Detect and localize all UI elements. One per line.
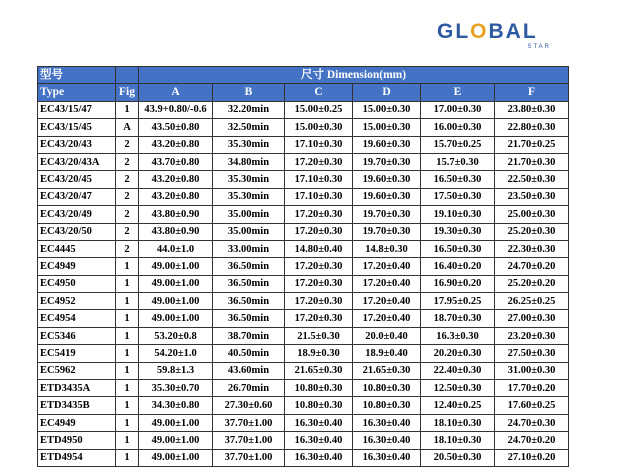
cell-b: 36.50min [213,258,285,275]
cell-e: 12.50±0.30 [421,380,495,397]
table-body [38,101,569,466]
cell-d: 21.65±0.30 [353,362,421,379]
cell-e: 18.10±0.30 [421,414,495,431]
cell-d: 10.80±0.30 [353,397,421,414]
cell-e: 16.40±0.20 [421,258,495,275]
header-a: A [139,84,213,101]
cell-a: 49.00±1.00 [139,432,213,449]
cell-e: 16.90±0.20 [421,275,495,292]
cell-fig: 1 [116,258,139,275]
cell-c: 17.10±0.30 [285,188,353,205]
cell-fig: 1 [116,397,139,414]
cell-type: ETD3435B [38,397,116,414]
cell-e: 16.3±0.30 [421,327,495,344]
cell-a: 43.50±0.80 [139,119,213,136]
cell-e: 17.95±0.25 [421,293,495,310]
cell-d: 14.8±0.30 [353,240,421,257]
logo-subtitle: STAR [527,44,551,50]
cell-fig: 1 [116,101,139,118]
table-row [38,223,569,240]
cell-a: 49.00±1.00 [139,414,213,431]
cell-a: 49.00±1.00 [139,258,213,275]
header-fig: Fig [116,84,139,101]
cell-f: 17.70±0.20 [495,380,569,397]
table-row [38,136,569,153]
cell-d: 16.30±0.40 [353,432,421,449]
cell-c: 16.30±0.40 [285,449,353,466]
cell-e: 20.50±0.30 [421,449,495,466]
cell-c: 21.5±0.30 [285,327,353,344]
cell-b: 33.00min [213,240,285,257]
cell-f: 23.50±0.30 [495,188,569,205]
cell-d: 17.20±0.40 [353,310,421,327]
table-row [38,171,569,188]
cell-a: 43.80±0.90 [139,223,213,240]
cell-d: 15.00±0.30 [353,101,421,118]
cell-d: 16.30±0.40 [353,449,421,466]
cell-b: 43.60min [213,362,285,379]
table-row [38,153,569,170]
cell-type: EC43/20/45 [38,171,116,188]
cell-type: EC43/20/47 [38,188,116,205]
cell-f: 22.80±0.30 [495,119,569,136]
cell-c: 17.10±0.30 [285,171,353,188]
cell-c: 17.20±0.30 [285,153,353,170]
logo-wordmark [437,20,538,44]
cell-d: 17.20±0.40 [353,293,421,310]
cell-b: 32.50min [213,119,285,136]
table-row [38,414,569,431]
cell-type: EC43/20/43 [38,136,116,153]
table-row [38,432,569,449]
table-row [38,310,569,327]
cell-f: 22.50±0.30 [495,171,569,188]
cell-d: 19.60±0.30 [353,136,421,153]
header-e: E [421,84,495,101]
cell-fig: 1 [116,449,139,466]
cell-e: 16.00±0.30 [421,119,495,136]
cell-f: 25.20±0.30 [495,223,569,240]
header-type: Type [38,84,116,101]
cell-type: ETD3435A [38,380,116,397]
cell-c: 16.30±0.40 [285,414,353,431]
table-row [38,101,569,118]
cell-fig: 2 [116,206,139,223]
cell-type: EC4950 [38,275,116,292]
cell-f: 26.25±0.25 [495,293,569,310]
cell-c: 21.65±0.30 [285,362,353,379]
cell-d: 19.70±0.30 [353,153,421,170]
table-row [38,240,569,257]
cell-f: 27.50±0.30 [495,345,569,362]
cell-e: 17.00±0.30 [421,101,495,118]
cell-c: 17.20±0.30 [285,206,353,223]
table-row [38,119,569,136]
cell-fig: 1 [116,327,139,344]
cell-type: EC5419 [38,345,116,362]
cell-c: 15.00±0.30 [285,119,353,136]
cell-type: EC4952 [38,293,116,310]
cell-c: 10.80±0.30 [285,397,353,414]
header-model: 型号 [38,67,116,84]
cell-type: EC5962 [38,362,116,379]
cell-f: 27.10±0.20 [495,449,569,466]
cell-a: 43.70±0.80 [139,153,213,170]
cell-d: 18.9±0.40 [353,345,421,362]
cell-d: 19.60±0.30 [353,171,421,188]
cell-c: 17.20±0.30 [285,310,353,327]
cell-f: 24.70±0.20 [495,432,569,449]
cell-a: 49.00±1.00 [139,275,213,292]
cell-b: 34.80min [213,153,285,170]
cell-d: 15.00±0.30 [353,119,421,136]
cell-fig: 2 [116,153,139,170]
cell-e: 12.40±0.25 [421,397,495,414]
table-row [38,258,569,275]
cell-d: 17.20±0.40 [353,275,421,292]
cell-type: EC43/15/45 [38,119,116,136]
cell-b: 27.30±0.60 [213,397,285,414]
cell-type: EC5346 [38,327,116,344]
cell-fig: 1 [116,310,139,327]
cell-b: 35.30min [213,136,285,153]
cell-c: 10.80±0.30 [285,380,353,397]
cell-type: ETD4950 [38,432,116,449]
cell-b: 35.00min [213,206,285,223]
table-row [38,380,569,397]
header-blank [116,67,139,84]
cell-fig: 2 [116,188,139,205]
cell-f: 25.20±0.20 [495,275,569,292]
cell-c: 17.20±0.30 [285,275,353,292]
cell-f: 24.70±0.30 [495,414,569,431]
cell-b: 37.70±1.00 [213,432,285,449]
cell-c: 17.20±0.30 [285,258,353,275]
cell-d: 10.80±0.30 [353,380,421,397]
cell-fig: 2 [116,223,139,240]
dimension-table [37,66,569,467]
cell-e: 22.40±0.30 [421,362,495,379]
cell-fig: 1 [116,414,139,431]
header-row-2 [38,84,569,101]
cell-a: 43.20±0.80 [139,136,213,153]
table-row [38,449,569,466]
cell-fig: 2 [116,136,139,153]
cell-a: 43.20±0.80 [139,188,213,205]
cell-b: 36.50min [213,275,285,292]
header-row-1 [38,67,569,84]
header-c: C [285,84,353,101]
cell-a: 59.8±1.3 [139,362,213,379]
header-dimension: 尺寸 Dimension(mm) [139,67,569,84]
cell-c: 17.20±0.30 [285,293,353,310]
cell-c: 17.10±0.30 [285,136,353,153]
cell-b: 35.30min [213,188,285,205]
table-row [38,275,569,292]
cell-type: EC4445 [38,240,116,257]
cell-f: 23.20±0.30 [495,327,569,344]
cell-fig: 1 [116,293,139,310]
cell-a: 49.00±1.00 [139,293,213,310]
table-row [38,397,569,414]
cell-type: EC43/20/50 [38,223,116,240]
cell-a: 44.0±1.0 [139,240,213,257]
cell-a: 43.80±0.90 [139,206,213,223]
cell-f: 17.60±0.25 [495,397,569,414]
cell-f: 23.80±0.30 [495,101,569,118]
cell-d: 19.70±0.30 [353,223,421,240]
cell-fig: 2 [116,171,139,188]
cell-b: 37.70±1.00 [213,449,285,466]
cell-fig: 2 [116,240,139,257]
cell-fig: 1 [116,345,139,362]
cell-fig: 1 [116,275,139,292]
cell-a: 35.30±0.70 [139,380,213,397]
cell-f: 21.70±0.25 [495,136,569,153]
cell-a: 53.20±0.8 [139,327,213,344]
cell-a: 49.00±1.00 [139,449,213,466]
cell-a: 43.20±0.80 [139,171,213,188]
table-row [38,345,569,362]
cell-fig: 1 [116,432,139,449]
cell-e: 15.70±0.25 [421,136,495,153]
cell-a: 54.20±1.0 [139,345,213,362]
cell-b: 40.50min [213,345,285,362]
cell-b: 35.00min [213,223,285,240]
cell-e: 18.70±0.30 [421,310,495,327]
cell-a: 43.9+0.80/-0.6 [139,101,213,118]
cell-b: 26.70min [213,380,285,397]
cell-b: 36.50min [213,310,285,327]
cell-e: 19.10±0.30 [421,206,495,223]
cell-e: 19.30±0.30 [421,223,495,240]
cell-b: 38.70min [213,327,285,344]
cell-b: 32.20min [213,101,285,118]
cell-f: 24.70±0.20 [495,258,569,275]
cell-fig: A [116,119,139,136]
cell-d: 16.30±0.40 [353,414,421,431]
cell-e: 20.20±0.30 [421,345,495,362]
cell-type: EC4949 [38,258,116,275]
logo-wordmark-suffix: BAL [488,20,538,43]
cell-fig: 1 [116,380,139,397]
cell-type: EC43/20/49 [38,206,116,223]
table-header [38,67,569,102]
cell-c: 18.9±0.30 [285,345,353,362]
header-b: B [213,84,285,101]
global-star-logo [437,20,557,50]
cell-fig: 1 [116,362,139,379]
cell-type: ETD4954 [38,449,116,466]
cell-b: 37.70±1.00 [213,414,285,431]
cell-f: 31.00±0.30 [495,362,569,379]
cell-e: 15.7±0.30 [421,153,495,170]
logo-wordmark-prefix: GL [437,20,471,43]
table-row [38,293,569,310]
cell-d: 19.70±0.30 [353,206,421,223]
table-row [38,362,569,379]
cell-c: 16.30±0.40 [285,432,353,449]
cell-type: EC4949 [38,414,116,431]
cell-c: 15.00±0.25 [285,101,353,118]
table-row [38,327,569,344]
cell-b: 35.30min [213,171,285,188]
table-row [38,188,569,205]
logo-wordmark-o: O [470,20,489,43]
cell-type: EC43/20/43A [38,153,116,170]
cell-c: 14.80±0.40 [285,240,353,257]
cell-type: EC4954 [38,310,116,327]
cell-d: 20.0±0.40 [353,327,421,344]
cell-b: 36.50min [213,293,285,310]
cell-f: 25.00±0.30 [495,206,569,223]
cell-e: 16.50±0.30 [421,240,495,257]
cell-e: 16.50±0.30 [421,171,495,188]
cell-d: 19.60±0.30 [353,188,421,205]
cell-a: 49.00±1.00 [139,310,213,327]
cell-f: 22.30±0.30 [495,240,569,257]
cell-e: 18.10±0.30 [421,432,495,449]
cell-f: 27.00±0.30 [495,310,569,327]
header-f: F [495,84,569,101]
cell-e: 17.50±0.30 [421,188,495,205]
cell-a: 34.30±0.80 [139,397,213,414]
cell-f: 21.70±0.30 [495,153,569,170]
header-d: D [353,84,421,101]
cell-c: 17.20±0.30 [285,223,353,240]
table-row [38,206,569,223]
cell-type: EC43/15/47 [38,101,116,118]
cell-d: 17.20±0.40 [353,258,421,275]
